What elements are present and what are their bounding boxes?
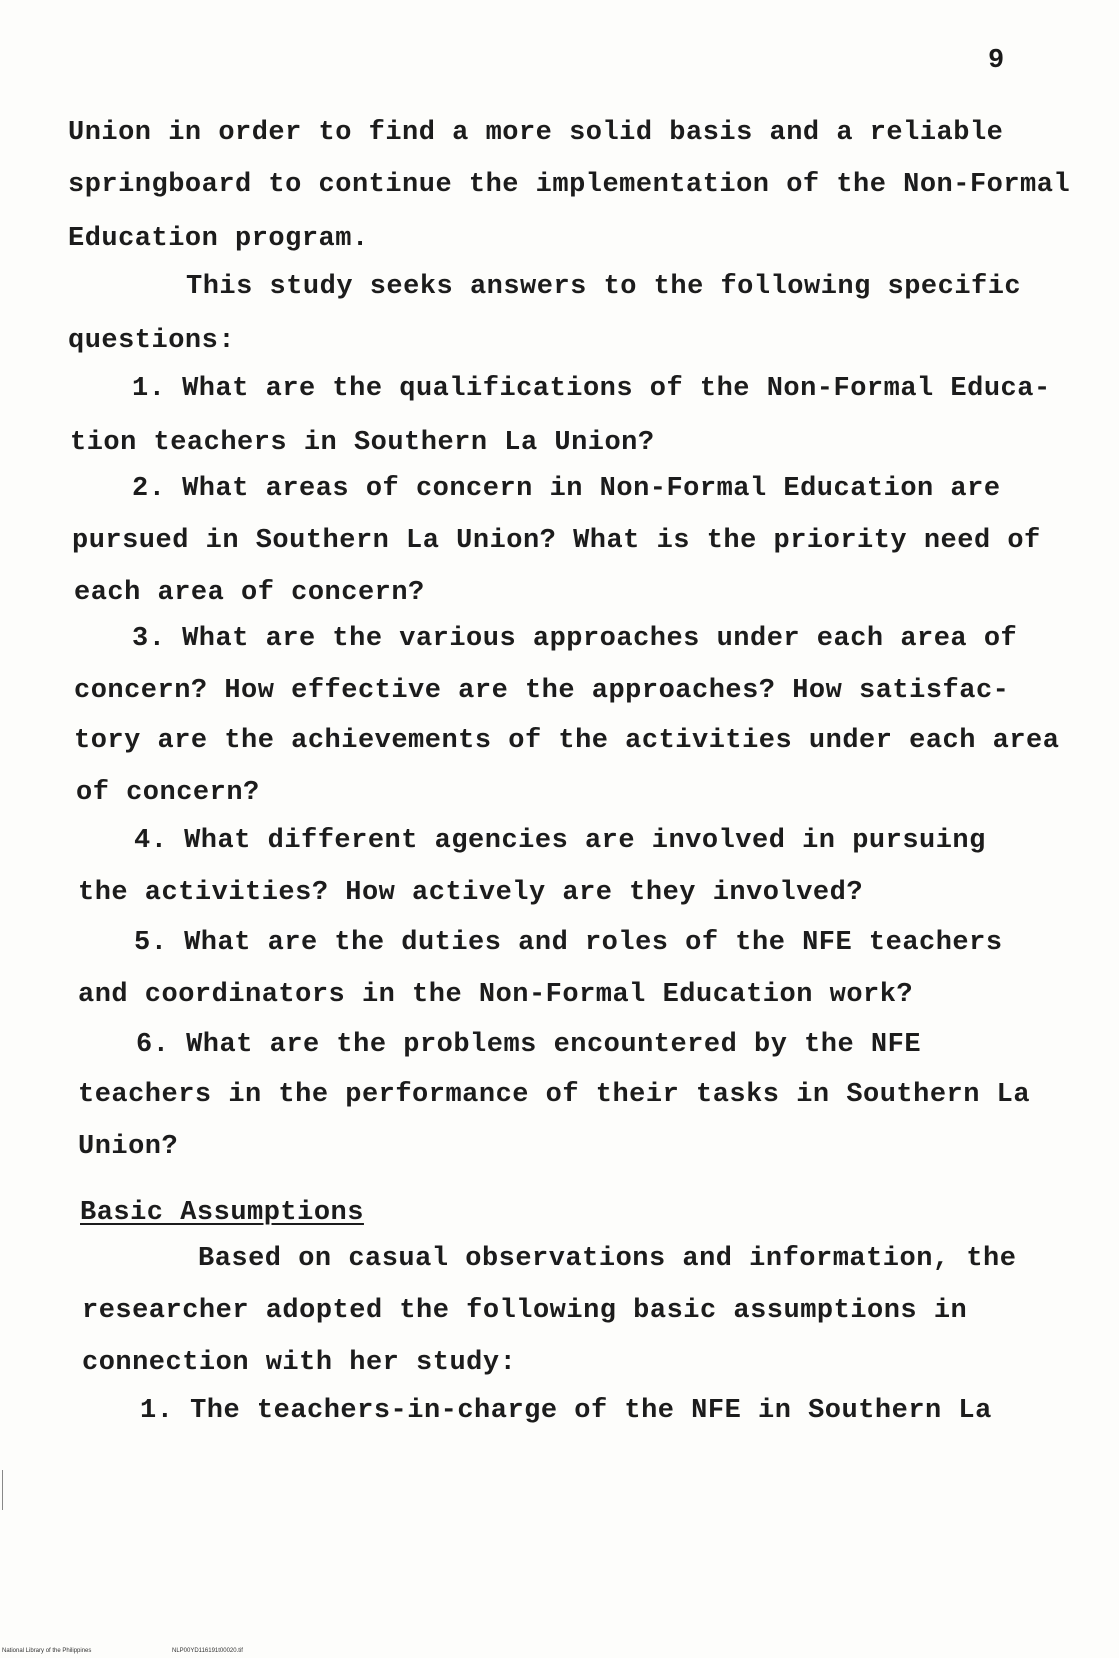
- question-item: 3. What are the various approaches under each area of: [132, 624, 1018, 654]
- scan-edge-mark: [2, 1470, 3, 1510]
- body-line: This study seeks answers to the following specific: [186, 272, 1022, 302]
- body-line: and coordinators in the Non-Formal Education work?: [78, 980, 914, 1010]
- body-line: the activities? How actively are they involved?: [78, 878, 864, 908]
- body-line: concern? How effective are the approaches? How satisfac-: [74, 676, 1010, 706]
- section-heading: Basic Assumptions: [80, 1198, 364, 1228]
- body-line: each area of concern?: [74, 578, 425, 608]
- assumption-item: 1. The teachers-in-charge of the NFE in Southern La: [140, 1396, 992, 1426]
- body-line: Union in order to find a more solid basis and a reliable: [68, 118, 1004, 148]
- body-line: teachers in the performance of their tasks in Southern La: [78, 1080, 1031, 1110]
- body-line: researcher adopted the following basic assumptions in: [82, 1296, 968, 1326]
- question-item: 1. What are the qualifications of the Non-Formal Educa-: [132, 374, 1051, 404]
- question-item: 2. What areas of concern in Non-Formal Education are: [132, 474, 1001, 504]
- body-line: Based on casual observations and information, the: [198, 1244, 1017, 1274]
- body-line: of concern?: [76, 778, 260, 808]
- body-line: Education program.: [68, 224, 369, 254]
- question-item: 4. What different agencies are involved in pursuing: [134, 826, 986, 856]
- question-item: 6. What are the problems encountered by the NFE: [136, 1030, 922, 1060]
- page-number: 9: [988, 46, 1005, 76]
- question-item: 5. What are the duties and roles of the NFE teachers: [134, 928, 1003, 958]
- footer-library: National Library of the Philippines: [2, 1648, 92, 1654]
- footer-file-id: NLP00YD116191t00020.tif: [172, 1648, 243, 1654]
- body-line: Union?: [78, 1132, 179, 1162]
- body-line: tion teachers in Southern La Union?: [70, 428, 655, 458]
- body-line: springboard to continue the implementation of the Non-Formal: [68, 170, 1071, 200]
- body-line: questions:: [68, 326, 236, 356]
- body-line: connection with her study:: [82, 1348, 517, 1378]
- body-line: pursued in Southern La Union? What is the priority need of: [72, 526, 1041, 556]
- body-line: tory are the achievements of the activities under each area: [74, 726, 1060, 756]
